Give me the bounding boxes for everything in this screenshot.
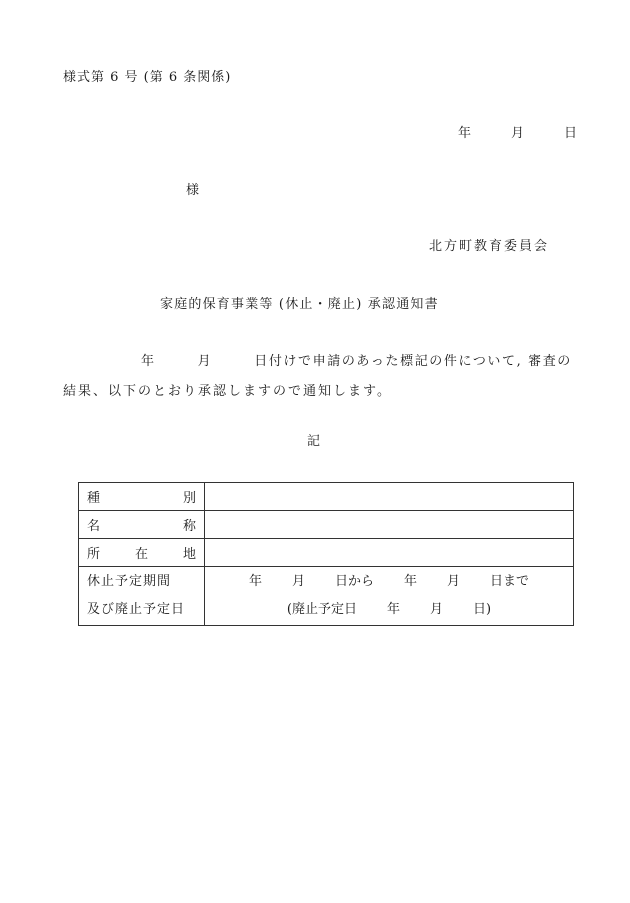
period-d2: 日まで: [490, 574, 530, 589]
table-row-kind: [79, 483, 574, 511]
form-number: 様式第 6 号 (第 6 条関係): [63, 70, 232, 85]
label-location-b: 在: [134, 547, 148, 562]
addressee-suffix: 様: [186, 183, 200, 198]
table-row-period: [79, 567, 574, 626]
date-year: 年: [458, 126, 472, 141]
label-period-2: 及び廃止予定日: [87, 602, 186, 617]
label-name: [79, 511, 205, 539]
table-row-name: [79, 511, 574, 539]
label-kind-a: 種: [87, 491, 101, 506]
label-location-a: 所: [87, 547, 101, 562]
abolish-year: 年: [386, 602, 400, 617]
label-kind-b: 別: [182, 491, 196, 506]
date-day: 日: [564, 126, 578, 141]
label-location: [79, 539, 205, 567]
body-text: [63, 347, 575, 407]
abolish-open: (廃止予定日: [286, 602, 357, 617]
body-line-1: [63, 347, 575, 377]
ki-heading: 記: [307, 434, 321, 449]
abolish-close: 日): [473, 602, 492, 617]
period-m2: 月: [447, 574, 461, 589]
abolish-month: 月: [430, 602, 444, 617]
period-line-2: [213, 596, 565, 624]
value-kind[interactable]: [205, 483, 574, 511]
info-table: [78, 482, 574, 626]
label-period: [79, 567, 205, 626]
label-name-b: 称: [182, 519, 196, 534]
period-y2: 年: [404, 574, 418, 589]
value-location[interactable]: [205, 539, 574, 567]
body-line1-rest: 日付けで申請のあった標記の件について, 審査の: [254, 354, 572, 369]
issuer: 北方町教育委員会: [429, 239, 550, 254]
label-period-1: 休止予定期間: [87, 574, 172, 589]
period-d1: 日から: [334, 574, 374, 589]
value-period[interactable]: [205, 567, 574, 626]
body-month: 月: [197, 354, 213, 369]
label-name-a: 名: [87, 519, 101, 534]
date-line: [458, 122, 577, 141]
label-kind: [79, 483, 205, 511]
label-location-c: 地: [182, 547, 196, 562]
value-name[interactable]: [205, 511, 574, 539]
period-m1: 月: [291, 574, 305, 589]
period-y1: 年: [248, 574, 262, 589]
document-title: 家庭的保育事業等 (休止・廃止) 承認通知書: [160, 297, 439, 312]
period-line-1: [213, 568, 565, 596]
body-line-2: 結果、以下のとおり承認しますので通知します。: [63, 384, 392, 399]
body-year: 年: [141, 354, 156, 369]
table-row-location: [79, 539, 574, 567]
date-month: 月: [511, 126, 525, 141]
